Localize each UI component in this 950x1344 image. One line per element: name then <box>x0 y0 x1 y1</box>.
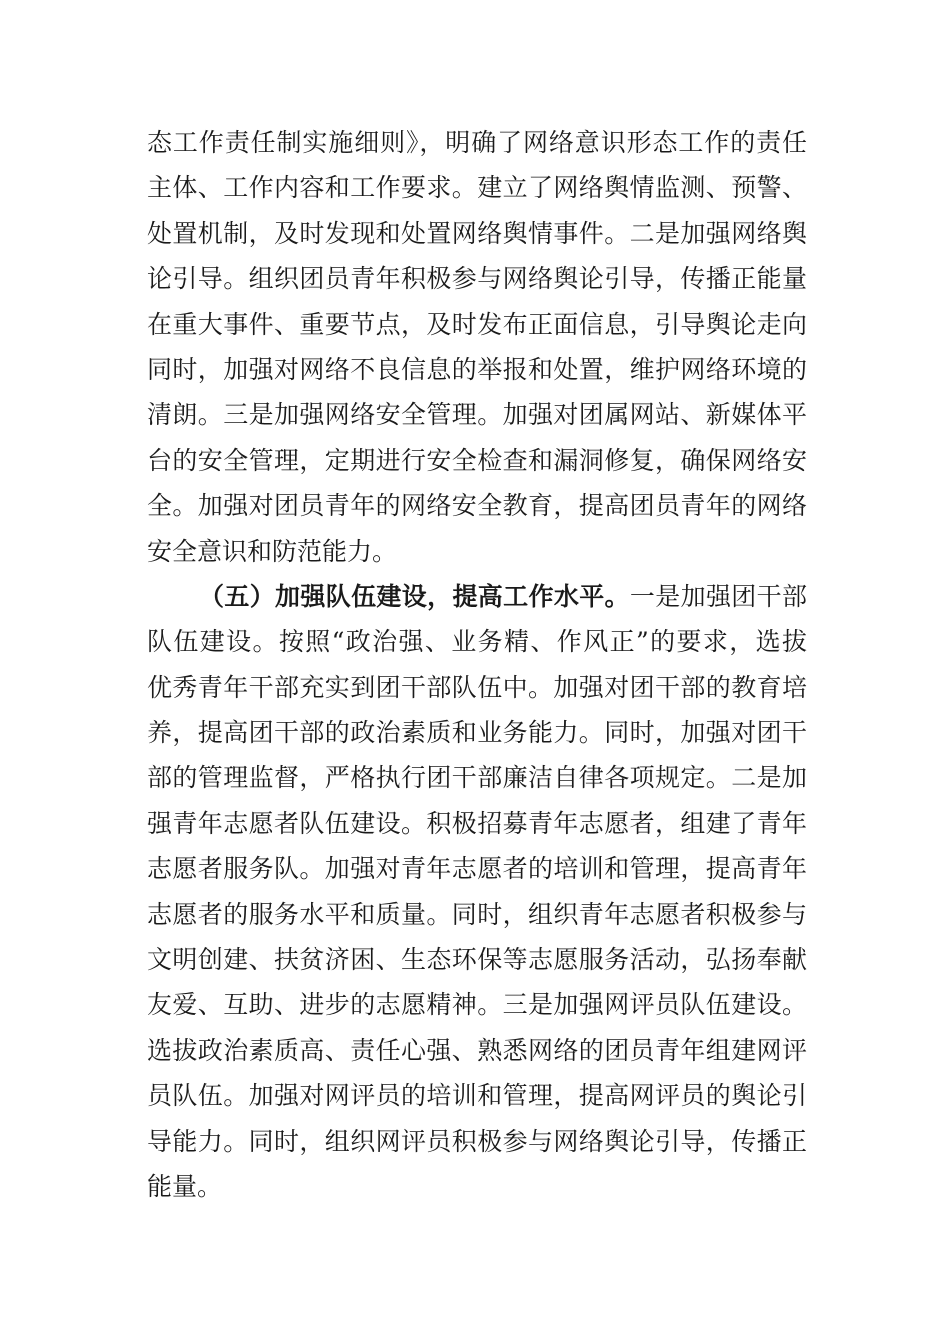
text-line: 同时，加强对网络不良信息的举报和处置，维护网络环境的 <box>147 354 807 384</box>
text-line: 在重大事件、重要节点，及时发布正面信息，引导舆论走向 <box>147 309 807 339</box>
text-line: 安全意识和防范能力。 <box>147 536 398 566</box>
text-line <box>147 574 807 619</box>
document-body <box>147 120 807 1209</box>
text-line: 员队伍。加强对网评员的培训和管理，提高网评员的舆论引 <box>147 1081 807 1111</box>
text-line: 态工作责任制实施细则》，明确了网络意识形态工作的责任 <box>147 128 807 157</box>
text-line: 部的管理监督，严格执行团干部廉洁自律各项规定。二是加 <box>147 763 807 793</box>
text-line: 论引导。组织团员青年积极参与网络舆论引导，传播正能量 <box>147 264 807 294</box>
text-line: 选拔政治素质高、责任心强、熟悉网络的团员青年组建网评 <box>147 1035 807 1065</box>
text-line: 志愿者的服务水平和质量。同时，组织青年志愿者积极参与 <box>147 899 807 929</box>
text-line: 志愿者服务队。加强对青年志愿者的培训和管理，提高青年 <box>147 854 807 884</box>
text-line: 能量。 <box>147 1171 223 1201</box>
text-line: 导能力。同时，组织网评员积极参与网络舆论引导，传播正 <box>147 1126 807 1156</box>
text-line: 文明创建、扶贫济困、生态环保等志愿服务活动，弘扬奉献 <box>147 945 807 975</box>
text-line: 清朗。三是加强网络安全管理。加强对团属网站、新媒体平 <box>147 400 807 430</box>
text-run: 一是加强团干部 <box>629 581 807 611</box>
text-line: 强青年志愿者队伍建设。积极招募青年志愿者，组建了青年 <box>147 808 807 838</box>
paragraph-network-ideology <box>147 120 807 574</box>
section-heading: （五）加强队伍建设，提高工作水平。 <box>199 581 630 611</box>
text-line: 全。加强对团员青年的网络安全教育，提高团员青年的网络 <box>147 491 807 521</box>
text-line: 台的安全管理，定期进行安全检查和漏洞修复，确保网络安 <box>147 445 807 475</box>
text-line: 优秀青年干部充实到团干部队伍中。加强对团干部的教育培 <box>147 672 807 702</box>
paragraph-team-building <box>147 574 807 1209</box>
text-line: 队伍建设。按照“政治强、业务精、作风正”的要求，选拔 <box>147 627 807 657</box>
text-line: 主体、工作内容和工作要求。建立了网络舆情监测、预警、 <box>147 173 807 203</box>
text-line: 处置机制，及时发现和处置网络舆情事件。二是加强网络舆 <box>147 218 807 248</box>
text-line: 友爱、互助、进步的志愿精神。三是加强网评员队伍建设。 <box>147 990 807 1020</box>
text-line: 养，提高团干部的政治素质和业务能力。同时，加强对团干 <box>147 718 807 748</box>
